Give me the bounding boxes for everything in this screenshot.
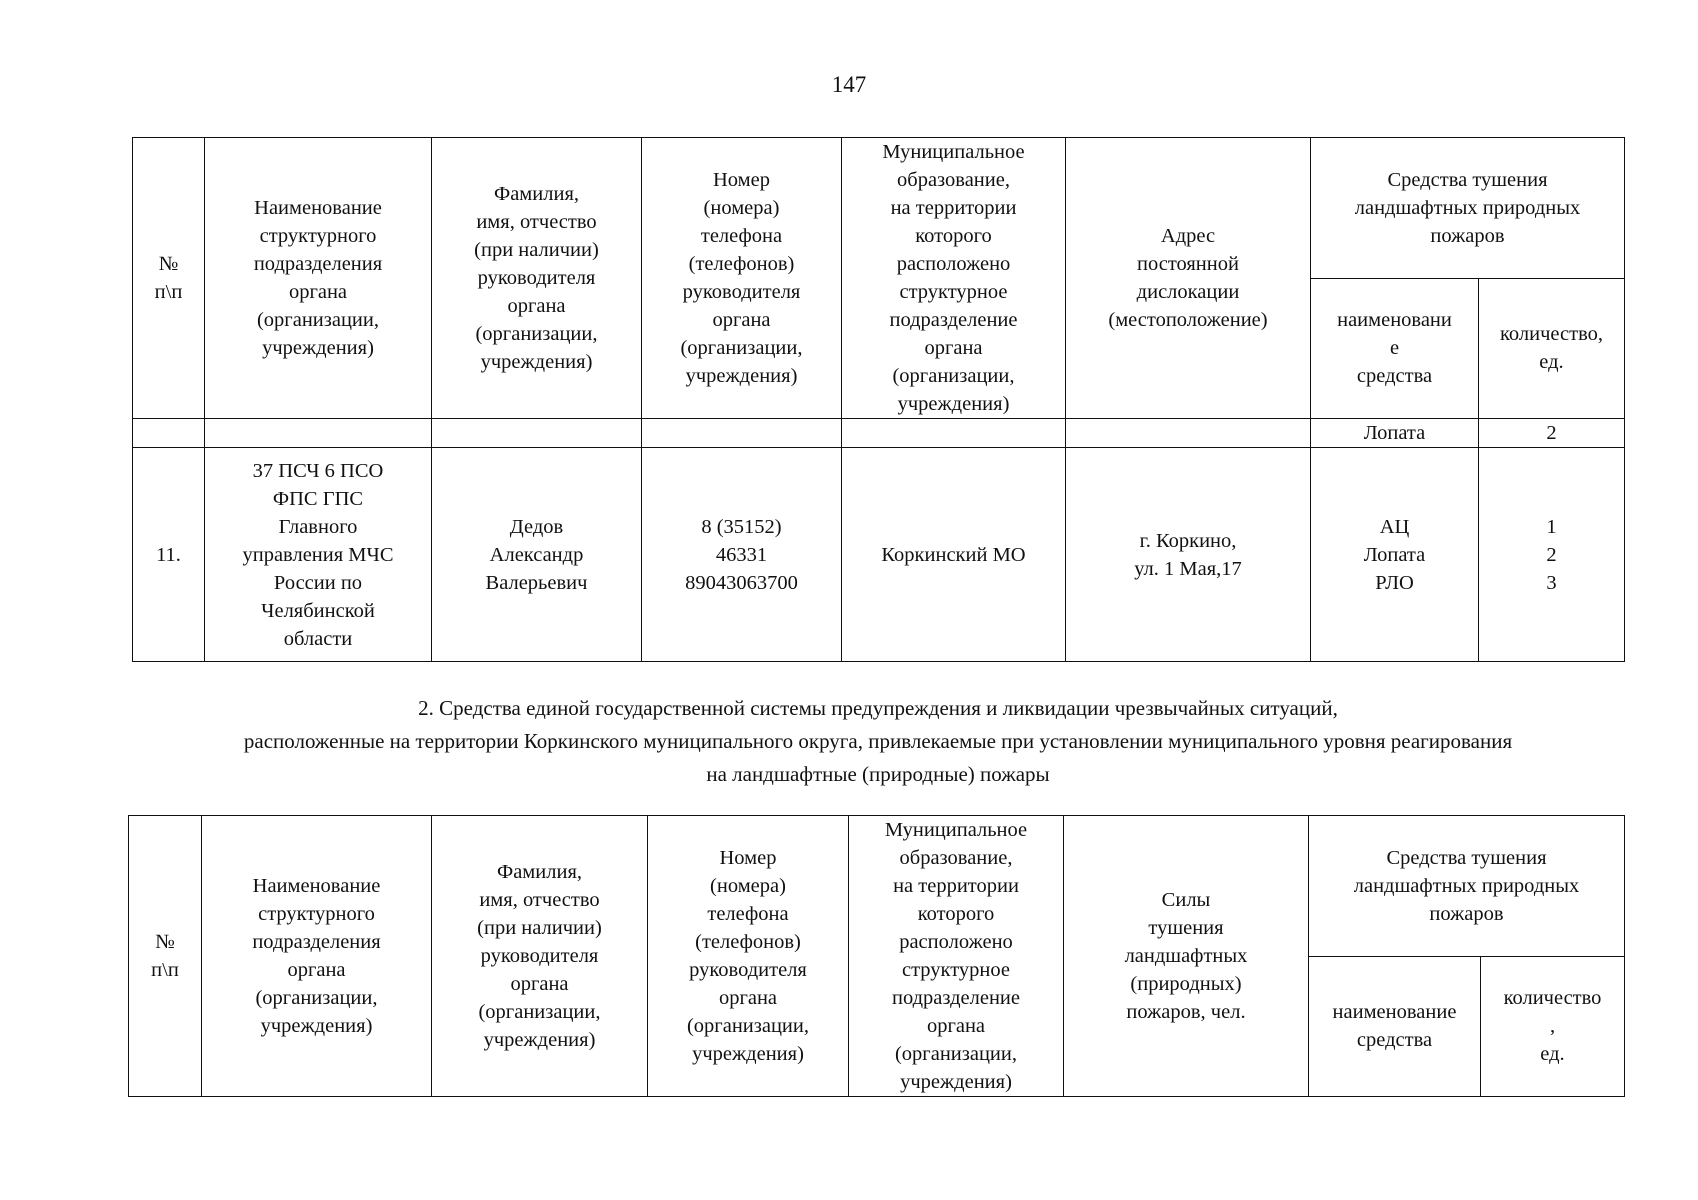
header-municipality: Муниципальное образование, на территории которого расположено структурное подразделение органа (организации, учреждения)	[849, 816, 1064, 1097]
cell-empty	[133, 419, 205, 448]
table-row	[133, 419, 1625, 448]
cell-means-names: АЦ Лопата РЛО	[1311, 448, 1479, 662]
section-caption	[132, 692, 1624, 791]
header-address: Адрес постоянной дислокации (местоположение)	[1066, 138, 1311, 419]
emergency-means-table	[128, 815, 1625, 1097]
header-unit-name: Наименование структурного подразделения органа (организации, учреждения)	[202, 816, 432, 1097]
header-means-group: Средства тушения ландшафтных природных пожаров	[1309, 816, 1625, 957]
cell-empty	[842, 419, 1066, 448]
header-phone: Номер (номера) телефона (телефонов) руководителя органа (организации, учреждения)	[642, 138, 842, 419]
cell-num: 11.	[133, 448, 205, 662]
header-means-name: наименование средства	[1309, 956, 1481, 1097]
header-head-name: Фамилия, имя, отчество (при наличии) руководителя органа (организации, учреждения)	[432, 138, 642, 419]
header-head-name: Фамилия, имя, отчество (при наличии) руководителя органа (организации, учреждения)	[432, 816, 648, 1097]
header-means-qty: количество, ед.	[1479, 278, 1625, 419]
header-means-name: наименовани е средства	[1311, 278, 1479, 419]
header-num: № п\п	[133, 138, 205, 419]
caption-line: на ландшафтные (природные) пожары	[706, 762, 1050, 786]
fire-means-table	[132, 137, 1625, 662]
cell-empty	[642, 419, 842, 448]
caption-line: расположенные на территории Коркинского муниципального округа, привлекаемые при установлении муниципального уровня реагирования	[243, 729, 1513, 753]
cell-address: г. Коркино, ул. 1 Мая,17	[1066, 448, 1311, 662]
cell-means-qty: 2	[1479, 419, 1625, 448]
header-means-group: Средства тушения ландшафтных природных пожаров	[1311, 138, 1625, 279]
cell-empty	[432, 419, 642, 448]
header-phone: Номер (номера) телефона (телефонов) руководителя органа (организации, учреждения)	[648, 816, 849, 1097]
cell-head-name: Дедов Александр Валерьевич	[432, 448, 642, 662]
cell-phone: 8 (35152) 46331 89043063700	[642, 448, 842, 662]
table-row	[133, 448, 1625, 662]
page-number: 147	[831, 72, 867, 97]
header-unit-name: Наименование структурного подразделения органа (организации, учреждения)	[205, 138, 432, 419]
cell-municipality: Коркинский МО	[842, 448, 1066, 662]
cell-empty	[1066, 419, 1311, 448]
header-means-qty: количество , ед.	[1481, 956, 1625, 1097]
header-municipality: Муниципальное образование, на территории которого расположено структурное подразделение органа (организации, учреждения)	[842, 138, 1066, 419]
header-num: № п\п	[129, 816, 202, 1097]
cell-means-name: Лопата	[1311, 419, 1479, 448]
caption-line: 2. Средства единой государственной системы предупреждения и ликвидации чрезвычайных ситуаций,	[418, 696, 1338, 720]
header-forces: Силы тушения ландшафтных (природных) пожаров, чел.	[1064, 816, 1309, 1097]
cell-unit-name: 37 ПСЧ 6 ПСО ФПС ГПС Главного управления МЧС России по Челябинской области	[205, 448, 432, 662]
cell-empty	[205, 419, 432, 448]
cell-means-qty: 1 2 3	[1479, 448, 1625, 662]
